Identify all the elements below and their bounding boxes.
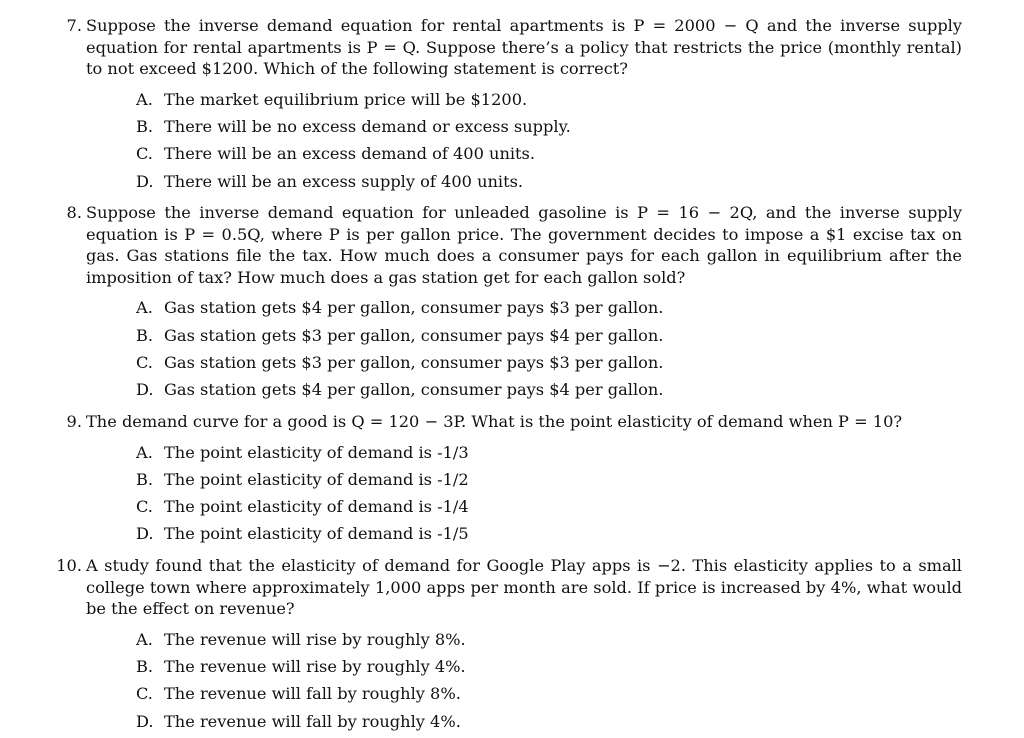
option-text: Gas station gets $4 per gallon, consumer pays $3 per gallon. bbox=[164, 298, 664, 318]
question-text: Suppose the inverse demand equation for unleaded gasoline is P = 16 − 2Q, and the inverse supply equation is P = 0.5Q, where P is per gallon price. The government decides to impose a $1 excise tax on gas. Gas stations file the tax. How much does a consumer pays for each gallon in equilibrium after the imposition of tax? How much does a gas station get for each gallon sold? bbox=[86, 203, 962, 287]
option-letter: B. bbox=[136, 117, 154, 137]
option-letter: B. bbox=[136, 657, 154, 677]
option-c bbox=[136, 349, 962, 376]
option-d bbox=[136, 708, 962, 735]
option-letter: A. bbox=[136, 629, 153, 649]
option-a bbox=[136, 294, 962, 321]
option-letter: A. bbox=[136, 89, 153, 109]
option-text: There will be no excess demand or excess supply. bbox=[164, 117, 571, 137]
option-a bbox=[136, 86, 962, 113]
option-letter: B. bbox=[136, 469, 154, 489]
option-d bbox=[136, 168, 962, 195]
option-text: The revenue will rise by roughly 8%. bbox=[164, 629, 466, 649]
option-a bbox=[136, 626, 962, 653]
option-b bbox=[136, 653, 962, 680]
question-number: 9. bbox=[66, 412, 82, 431]
question-number: 7. bbox=[66, 16, 82, 35]
option-text: There will be an excess demand of 400 units. bbox=[164, 144, 536, 164]
option-letter: D. bbox=[136, 171, 154, 191]
option-letter: A. bbox=[136, 442, 153, 462]
option-letter: D. bbox=[136, 711, 154, 731]
option-text: The revenue will fall by roughly 8%. bbox=[164, 684, 461, 704]
question-8 bbox=[50, 202, 962, 404]
option-c bbox=[136, 140, 962, 167]
option-letter: C. bbox=[136, 497, 153, 517]
option-list bbox=[50, 626, 962, 735]
question-7 bbox=[50, 15, 962, 195]
option-letter: A. bbox=[136, 298, 153, 318]
question-text: The demand curve for a good is Q = 120 − 3P. What is the point elasticity of demand when P = 10? bbox=[86, 412, 903, 431]
option-letter: C. bbox=[136, 352, 153, 372]
option-b bbox=[136, 322, 962, 349]
option-letter: B. bbox=[136, 325, 154, 345]
question-stem bbox=[50, 555, 962, 620]
option-letter: C. bbox=[136, 684, 153, 704]
option-letter: D. bbox=[136, 380, 154, 400]
option-letter: C. bbox=[136, 144, 153, 164]
option-list bbox=[50, 86, 962, 195]
question-10 bbox=[50, 555, 962, 735]
option-text: The point elasticity of demand is -1/3 bbox=[164, 442, 469, 462]
option-list bbox=[50, 439, 962, 548]
option-a bbox=[136, 439, 962, 466]
option-letter: D. bbox=[136, 524, 154, 544]
option-text: Gas station gets $4 per gallon, consumer pays $4 per gallon. bbox=[164, 380, 664, 400]
option-b bbox=[136, 466, 962, 493]
question-stem bbox=[50, 202, 962, 288]
question-stem bbox=[50, 411, 962, 433]
option-c bbox=[136, 493, 962, 520]
option-text: The point elasticity of demand is -1/2 bbox=[164, 469, 469, 489]
option-c bbox=[136, 680, 962, 707]
option-text: Gas station gets $3 per gallon, consumer pays $4 per gallon. bbox=[164, 325, 664, 345]
question-9 bbox=[50, 411, 962, 548]
option-text: The point elasticity of demand is -1/4 bbox=[164, 497, 469, 517]
option-text: The revenue will fall by roughly 4%. bbox=[164, 711, 461, 731]
question-text: Suppose the inverse demand equation for rental apartments is P = 2000 − Q and the inverse supply equation for rental apartments is P = Q. Suppose there’s a policy that restricts the price (monthly rental) to not exceed $1200. Which of the following statement is correct? bbox=[86, 16, 962, 79]
option-text: The market equilibrium price will be $1200. bbox=[164, 89, 528, 109]
option-d bbox=[136, 376, 962, 403]
question-stem bbox=[50, 15, 962, 80]
question-number: 8. bbox=[66, 203, 82, 222]
option-b bbox=[136, 113, 962, 140]
option-text: There will be an excess supply of 400 units. bbox=[164, 171, 524, 191]
option-d bbox=[136, 520, 962, 547]
option-text: The point elasticity of demand is -1/5 bbox=[164, 524, 469, 544]
option-text: The revenue will rise by roughly 4%. bbox=[164, 657, 466, 677]
question-text: A study found that the elasticity of demand for Google Play apps is −2. This elasticity applies to a small college town where approximately 1,000 apps per month are sold. If price is increased by 4%, what would be the effect on revenue? bbox=[86, 556, 962, 619]
option-list bbox=[50, 294, 962, 403]
option-text: Gas station gets $3 per gallon, consumer pays $3 per gallon. bbox=[164, 352, 664, 372]
question-number: 10. bbox=[56, 556, 82, 575]
